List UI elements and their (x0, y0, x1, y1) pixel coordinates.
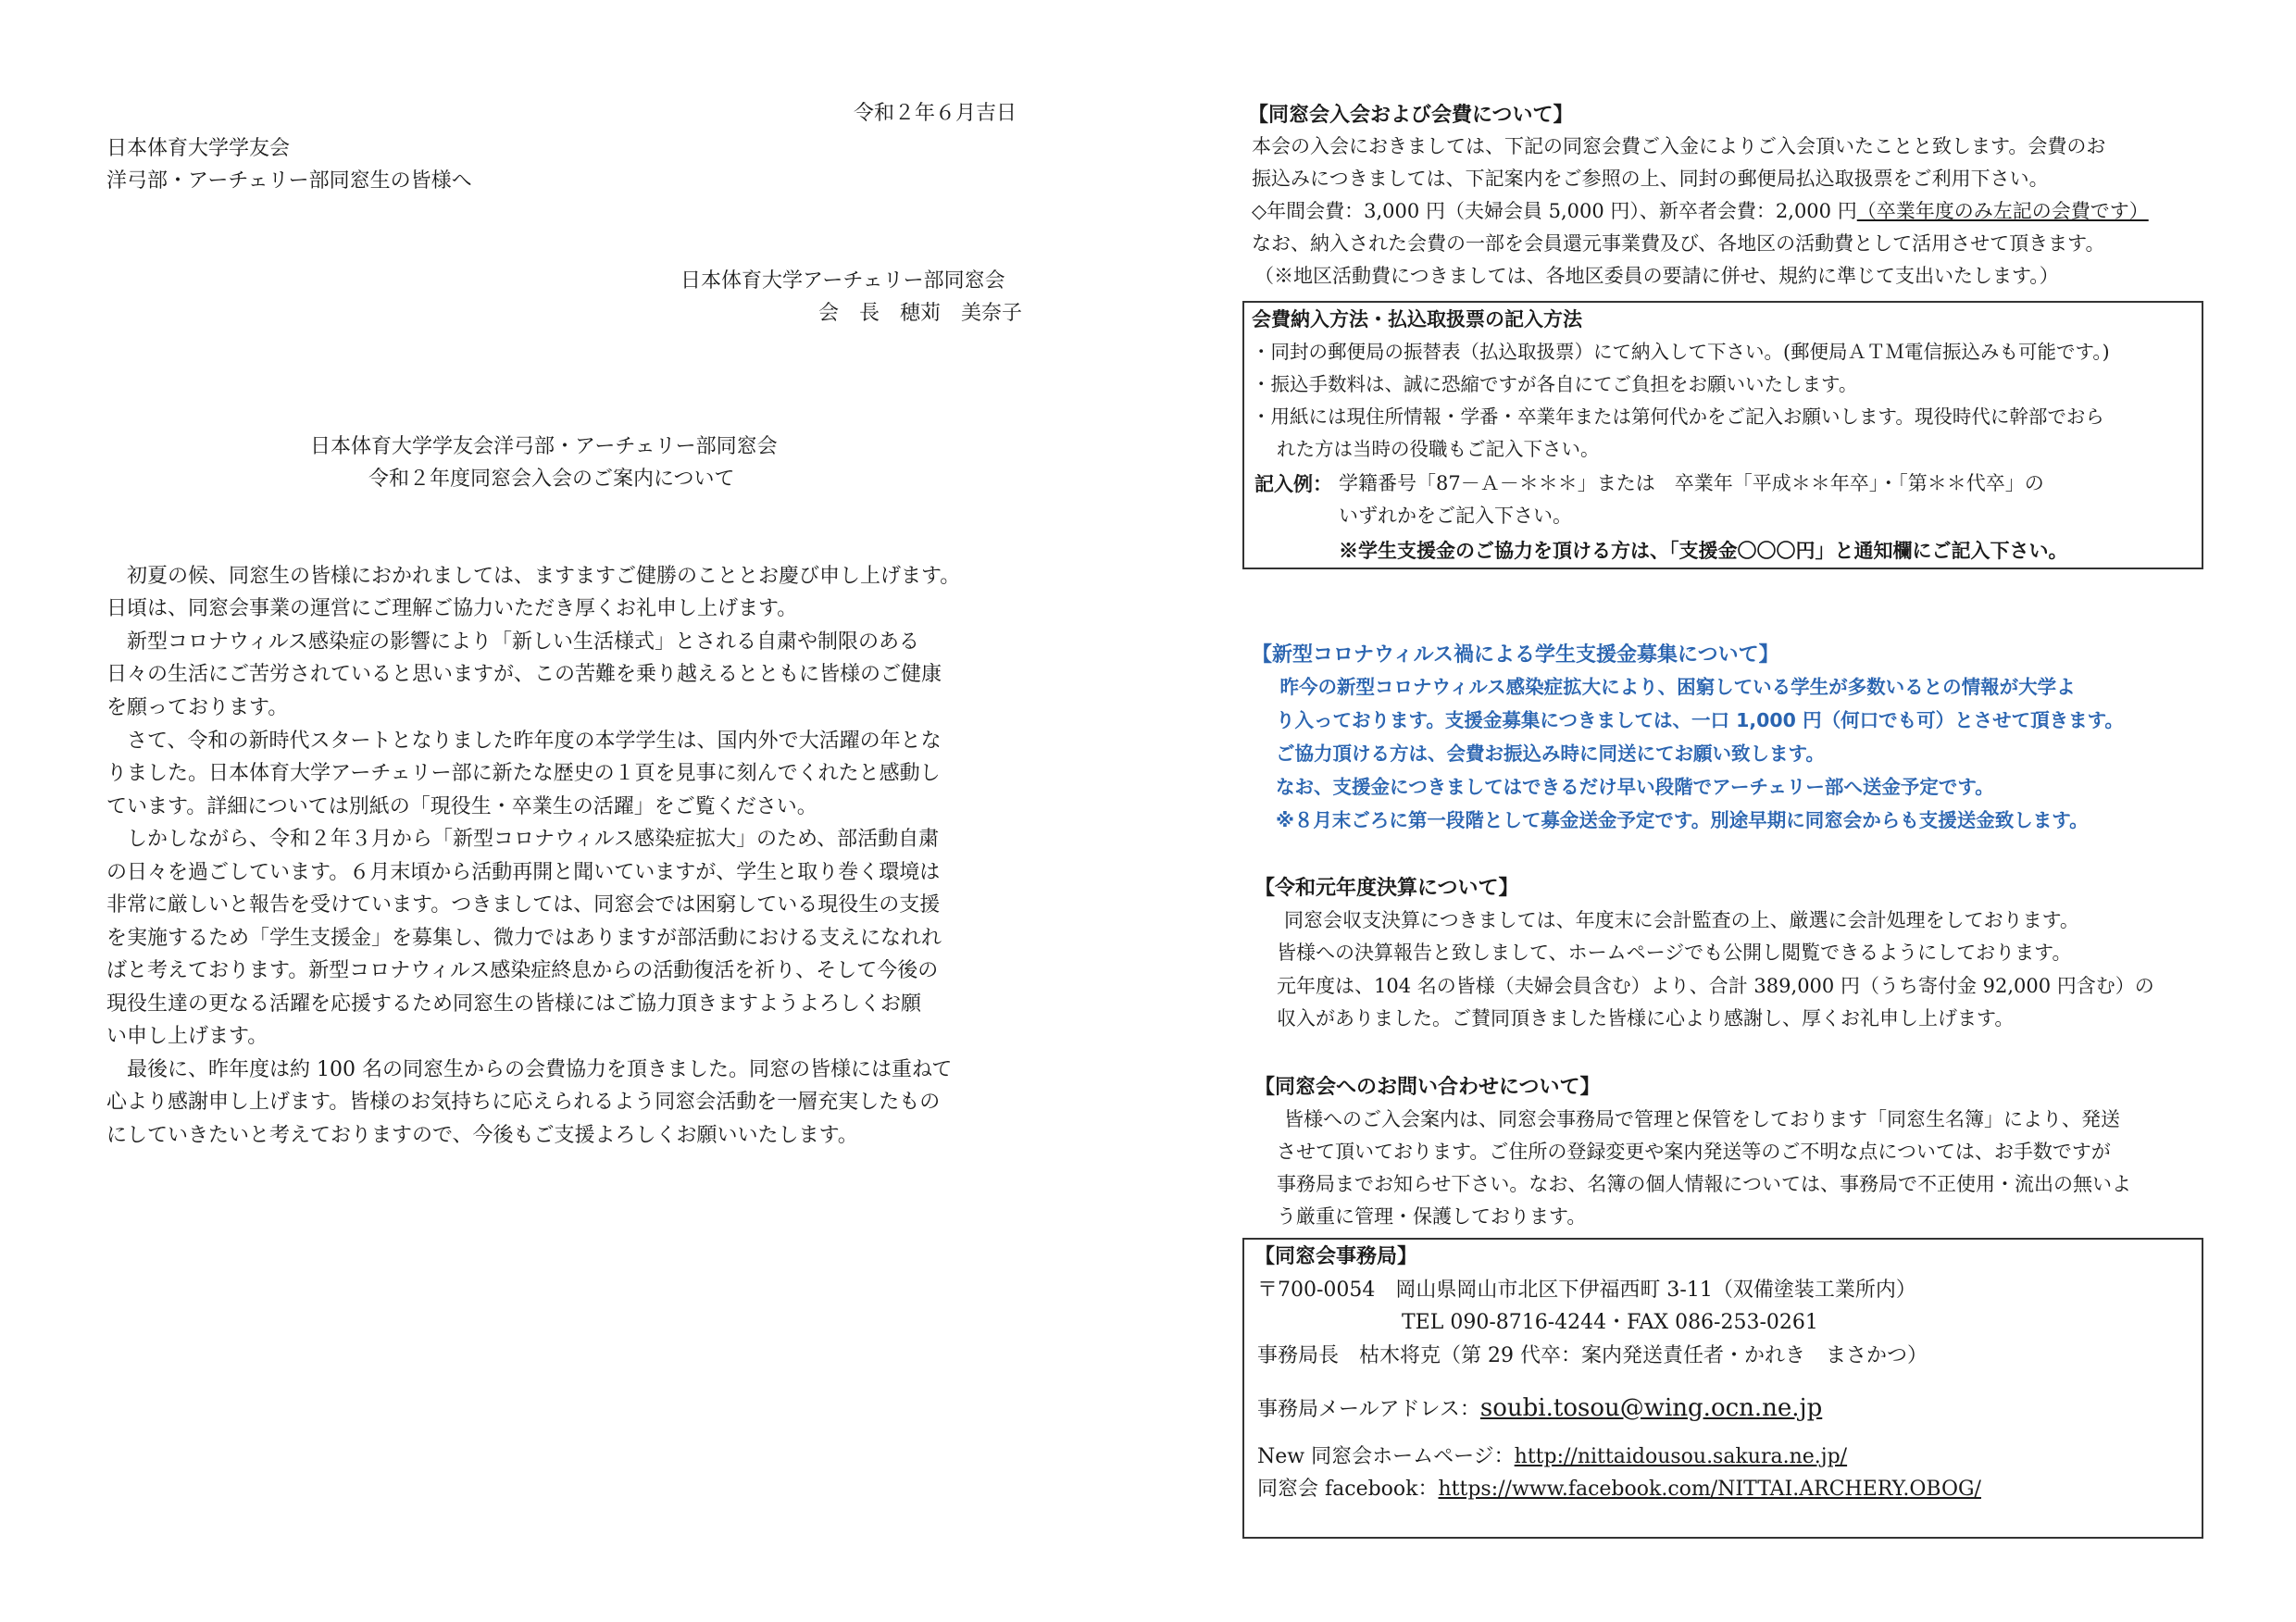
office-homepage-row (1257, 1447, 1847, 1467)
office-email-row (1257, 1396, 1822, 1420)
budget-line: 同窓会収支決算につきましては、年度末に会計監査の上、厳選に会計処理をしております。 (1265, 909, 2079, 931)
sender-line-2: 会 長 穂苅 美奈子 (818, 302, 1023, 325)
example-label: 記入例： (1254, 472, 1332, 495)
office-manager: 事務局長 枯木将克（第 29 代卒：案内発送責任者・かれき まさかつ） (1257, 1344, 1928, 1367)
facebook-label: 同窓会 facebook： (1257, 1478, 1439, 1501)
payment-item: れた方は当時の役職もご記入下さい。 (1277, 438, 1600, 460)
facebook-link[interactable]: https://www.facebook.com/NITTAI.ARCHERY.OBOG/ (1438, 1478, 1981, 1501)
body-line: 現役生達の更なる活躍を応援するため同窓生の皆様にはご協力頂きますようよろしくお願 (106, 992, 922, 1016)
office-phone: TEL 090-8716-4244・FAX 086-253-0261 (1402, 1311, 1818, 1334)
support-fund-line: ※８月末ごろに第一段階として募金送金予定です。別途早期に同窓会からも支援送金致します。 (1276, 809, 2089, 831)
body-line: 初夏の候、同窓生の皆様におかれましては、ますますご健勝のこととお慶び申し上げます。 (106, 565, 961, 588)
payment-item: ・同封の郵便局の振替表（払込取扱票）にて納入して下さい。(郵便局ＡＴＭ電信振込みも可能です。) (1252, 341, 2110, 363)
sender-line-1: 日本体育大学アーチェリー部同窓会 (680, 269, 1005, 293)
letter-title-line-1: 日本体育大学学友会洋弓部・アーチェリー部同窓会 (310, 435, 778, 458)
budget-line: 収入がありました。ご賛同頂きました皆様に心より感謝し、厚くお礼申し上げます。 (1277, 1007, 2015, 1029)
budget-heading: 【令和元年度決算について】 (1254, 876, 1519, 900)
membership-line: なお、納入された会費の一部を会員還元事業費及び、各地区の活動費として活用させて頂きます。 (1252, 232, 2105, 255)
body-line: にしていきたいと考えておりますので、今後もご支援よろしくお願いいたします。 (106, 1124, 858, 1147)
membership-line: 本会の入会におきましては、下記の同窓会費ご入金によりご入会頂いたことと致します。会費のお (1252, 135, 2106, 157)
inquiry-heading: 【同窓会へのお問い合わせについて】 (1254, 1075, 1601, 1099)
body-line: 最後に、昨年度は約 100 名の同窓生からの会費協力を頂きました。同窓の皆様には重ねて (106, 1058, 953, 1081)
budget-line: 元年度は、104 名の皆様（夫婦会員含む）より、合計 389,000 円（うち寄付金 92,000 円含む）の (1277, 975, 2154, 997)
body-line: 非常に厳しいと報告を受けています。つきましては、同窓会では困窮している現役生の支援 (106, 893, 941, 917)
body-line: 日々の生活にご苦労されていると思いますが、この苦難を乗り越えるとともに皆様のご健康 (106, 663, 942, 686)
body-line: の日々を過ごしています。６月末頃から活動再開と聞いていますが、学生と取り巻く環境は (106, 861, 941, 884)
email-label: 事務局メールアドレス： (1257, 1398, 1480, 1421)
homepage-label: New 同窓会ホームページ： (1257, 1445, 1515, 1468)
body-line: 心より感謝申し上げます。皆様のお気持ちに応えられるよう同窓会活動を一層充実したもの (106, 1091, 941, 1114)
inquiry-line: 皆様へのご入会案内は、同窓会事務局で管理と保管をしております「同窓生名簿」により、発送 (1265, 1108, 2120, 1130)
homepage-link[interactable]: http://nittaidousou.sakura.ne.jp/ (1514, 1445, 1848, 1468)
inquiry-line: う厳重に管理・保護しております。 (1277, 1205, 1587, 1228)
membership-fee-line (1252, 202, 2149, 221)
membership-heading: 【同窓会入会および会費について】 (1248, 103, 1574, 127)
body-line: さて、令和の新時代スタートとなりました昨年度の本学学生は、国内外で大活躍の年とな (106, 730, 942, 753)
payment-item: ・振込手数料は、誠に恐縮ですが各自にてご負担をお願いいたします。 (1252, 373, 1858, 395)
inquiry-line: 事務局までお知らせ下さい。なお、名簿の個人情報については、事務局で不正使用・流出の無いよ (1277, 1173, 2131, 1195)
inquiry-line: させて頂いております。ご住所の登録変更や案内発送等のご不明な点については、お手数ですが (1277, 1141, 2111, 1163)
example-text: 学籍番号「87－Ａ－＊＊＊」または 卒業年「平成＊＊年卒」・「第＊＊代卒」の (1339, 472, 2044, 494)
membership-line: 振込みにつきましては、下記案内をご参照の上、同封の郵便局払込取扱票をご利用下さい。 (1252, 168, 2049, 190)
budget-line: 皆様への決算報告と致しまして、ホームページでも公開し閲覧できるようにしております。 (1277, 942, 2072, 964)
membership-line: （※地区活動費につきましては、各地区委員の要請に併せ、規約に準じて支出いたします。） (1254, 265, 2059, 287)
body-line: 日頃は、同窓会事業の運営にご理解ご協力いただき厚くお礼申し上げます。 (106, 597, 798, 620)
support-fund-line: り入っております。支援金募集につきましては、一口 1,000 円（何口でも可）とさせて頂きます。 (1276, 709, 2124, 731)
recipient-line-2: 洋弓部・アーチェリー部同窓生の皆様へ (106, 169, 472, 193)
support-fund-line: ご協力頂ける方は、会費お振込み時に同送にてお願い致します。 (1276, 742, 1825, 765)
support-fund-line: なお、支援金につきましてはできるだけ早い段階でアーチェリー部へ送金予定です。 (1276, 776, 1994, 798)
body-line: を願っております。 (106, 696, 289, 719)
office-address: 〒700-0054 岡山県岡山市北区下伊福西町 3-11（双備塗装工業所内） (1257, 1279, 1916, 1302)
office-facebook-row (1257, 1479, 1981, 1500)
support-fund-line: 昨今の新型コロナウィルス感染症拡大により、困窮している学生が多数いるとの情報が大学よ (1261, 676, 2076, 698)
body-line: い申し上げます。 (106, 1025, 268, 1048)
membership-fee: ◇年間会費：3,000 円（夫婦会員 5,000 円）、新卒者会費：2,000 円 (1252, 200, 1857, 222)
example-text: いずれかをご記入下さい。 (1339, 505, 1572, 527)
office-heading: 【同窓会事務局】 (1254, 1244, 1418, 1268)
recipient-line-1: 日本体育大学学友会 (106, 137, 291, 160)
support-fund-heading: 【新型コロナウィルス禍による学生支援金募集について】 (1252, 643, 1779, 667)
body-line: 新型コロナウィルス感染症の影響により「新しい生活様式」とされる自粛や制限のある (106, 630, 920, 654)
payment-item: ・用紙には現住所情報・学番・卒業年または第何代かをご記入お願いします。現役時代に幹部でおら (1252, 406, 2104, 428)
support-note: ※学生支援金のご協力を頂ける方は、「支援金〇〇〇円」と通知欄にご記入下さい。 (1339, 539, 2068, 562)
payment-box-heading: 会費納入方法・払込取扱票の記入方法 (1252, 307, 1582, 331)
body-line: りました。日本体育大学アーチェリー部に新たな歴史の１頁を見事に刻んでくれたと感動し (106, 762, 941, 785)
body-line: しかしながら、令和２年３月から「新型コロナウィルス感染症拡大」のため、部活動自粛 (106, 828, 940, 851)
body-line: ばと考えております。新型コロナウィルス感染症終息からの活動復活を祈り、そして今後の (106, 959, 939, 982)
body-line: ています。詳細については別紙の「現役生・卒業生の活躍」をご覧ください。 (106, 795, 817, 818)
body-line: を実施するため「学生支援金」を募集し、微力ではありますが部活動における支えになれれ (106, 927, 942, 950)
membership-fee-note: （卒業年度のみ左記の会費です） (1856, 200, 2149, 222)
letter-date: 令和２年６月吉日 (854, 102, 1017, 125)
letter-title-line-2: 令和２年度同窓会入会のご案内について (368, 468, 735, 491)
email-link[interactable]: soubi.tosou@wing.ocn.ne.jp (1479, 1394, 1823, 1422)
